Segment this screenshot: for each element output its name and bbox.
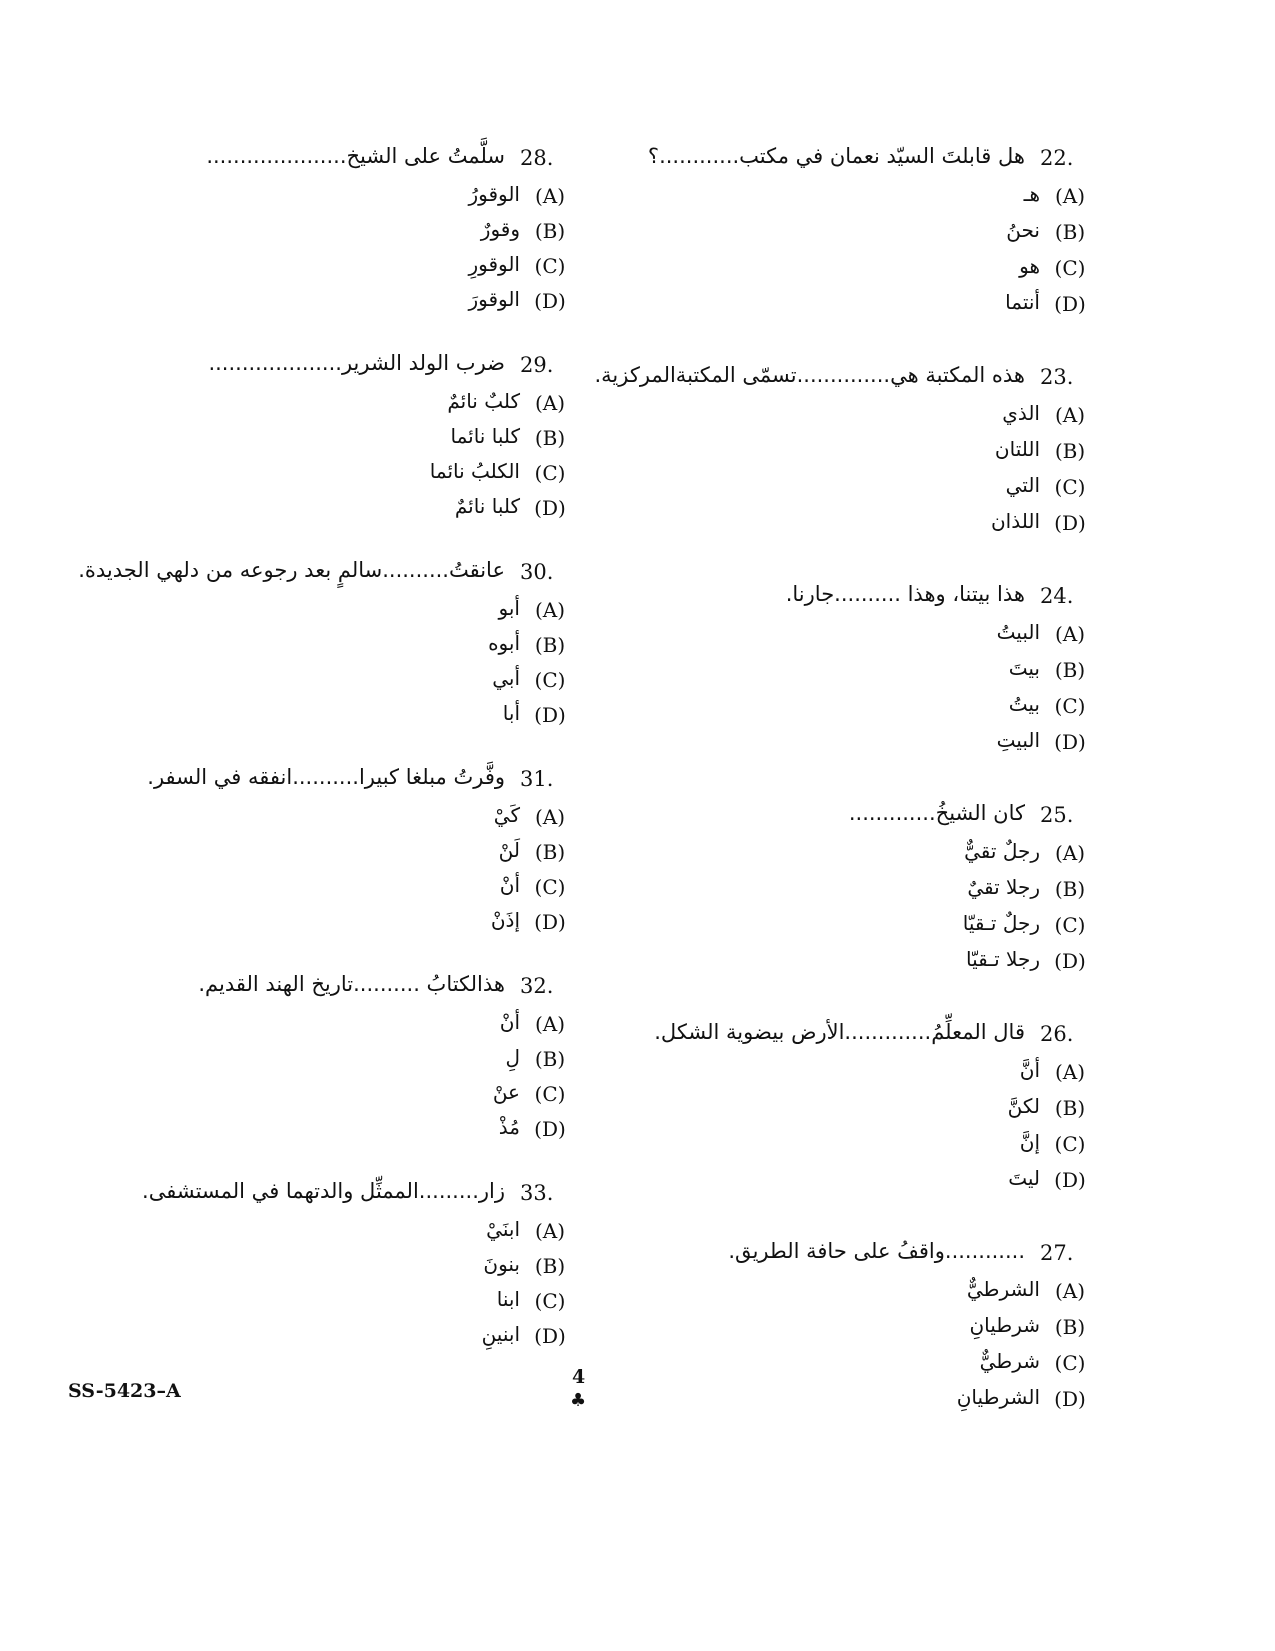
- answer-option: [90, 1320, 580, 1355]
- answer-option: [600, 1128, 1100, 1164]
- option-text: بيتُ: [1008, 692, 1040, 716]
- option-label: (D): [1054, 292, 1086, 316]
- option-text: هو: [1019, 254, 1040, 278]
- option-text: لكنَّ: [1007, 1094, 1040, 1118]
- answer-option: [600, 726, 1100, 762]
- option-label: (A): [534, 1012, 566, 1036]
- question-29: [90, 347, 580, 554]
- answer-option: [90, 457, 580, 492]
- option-text: الوقورُ: [468, 182, 520, 206]
- question-number: 25.: [1040, 803, 1074, 827]
- answer-option: [600, 1311, 1100, 1347]
- option-text: مُذْ: [498, 1115, 520, 1139]
- answer-option: [90, 180, 580, 215]
- option-text: ليتَ: [1008, 1166, 1040, 1190]
- option-label: (D): [534, 1324, 566, 1348]
- answer-option: [600, 909, 1100, 945]
- question-line: [600, 140, 1100, 180]
- question-text: وفَّرتُ مبلغا كبيرا..........انفقه في السفر.: [147, 765, 505, 789]
- option-label: (A): [534, 805, 566, 829]
- answer-option: [600, 945, 1100, 981]
- option-label: (D): [534, 1117, 566, 1141]
- answer-option: [90, 387, 580, 422]
- option-text: البيتِ: [996, 728, 1040, 752]
- question-number: 30.: [520, 560, 554, 584]
- answer-option: [90, 871, 580, 906]
- option-text: أبوه: [488, 631, 520, 655]
- answer-option: [90, 422, 580, 457]
- option-text: كَيْ: [493, 803, 520, 827]
- option-label: (D): [1054, 949, 1086, 973]
- paper-code: SS-5423–A: [68, 1380, 181, 1402]
- answer-option: [90, 1285, 580, 1320]
- option-label: (B): [1054, 658, 1086, 682]
- option-label: (C): [1054, 913, 1086, 937]
- option-label: (C): [534, 668, 566, 692]
- answer-option: [600, 1056, 1100, 1092]
- answer-option: [600, 252, 1100, 288]
- option-label: (A): [1054, 1279, 1086, 1303]
- option-text: رجلٌ تـقيّا: [962, 911, 1040, 935]
- question-number: 26.: [1040, 1022, 1074, 1046]
- option-label: (C): [1054, 1351, 1086, 1375]
- question-line: [90, 1175, 580, 1215]
- option-label: (D): [1054, 1387, 1086, 1411]
- option-text: أنَّ: [1019, 1058, 1040, 1082]
- answer-option: [600, 216, 1100, 252]
- option-label: (C): [534, 1289, 566, 1313]
- option-text: ابنَيْ: [486, 1217, 520, 1241]
- option-text: لِ: [505, 1045, 520, 1069]
- option-text: الشرطيانِ: [956, 1385, 1040, 1409]
- question-line: [600, 1235, 1100, 1275]
- option-label: (A): [534, 391, 566, 415]
- answer-option: [90, 1113, 580, 1148]
- answer-option: [90, 285, 580, 320]
- option-label: (B): [1054, 1315, 1086, 1339]
- question-text: كان الشيخُ.............: [848, 801, 1025, 825]
- answer-option: [600, 1347, 1100, 1383]
- answer-option: [90, 906, 580, 941]
- question-line: [600, 578, 1100, 618]
- question-text: ضرب الولد الشرير....................: [208, 351, 505, 375]
- option-label: (B): [534, 219, 566, 243]
- option-text: هـ: [1023, 182, 1040, 206]
- question-number: 24.: [1040, 584, 1074, 608]
- option-text: نحنُ: [1006, 218, 1040, 242]
- answer-option: [90, 492, 580, 527]
- question-31: [90, 761, 580, 968]
- option-text: إنَّ: [1019, 1130, 1040, 1154]
- question-text: هذا بيتنا، وهذا ..........جارنا.: [785, 582, 1025, 606]
- answer-option: [90, 1250, 580, 1285]
- option-text: شرطيٌّ: [979, 1349, 1040, 1373]
- question-number: 27.: [1040, 1241, 1074, 1265]
- question-25: [600, 797, 1100, 1016]
- question-number: 23.: [1040, 365, 1074, 389]
- right-question-column: [594, 140, 1100, 1454]
- answer-option: [90, 801, 580, 836]
- option-text: اللذان: [990, 509, 1040, 533]
- question-line: [90, 347, 580, 387]
- answer-option: [600, 837, 1100, 873]
- question-line: [90, 968, 580, 1008]
- option-text: أنْ: [499, 873, 520, 897]
- option-label: (A): [534, 1219, 566, 1243]
- option-text: شرطيانِ: [969, 1313, 1040, 1337]
- option-label: (C): [534, 1082, 566, 1106]
- option-label: (B): [534, 840, 566, 864]
- answer-option: [600, 1383, 1100, 1419]
- option-text: أبا: [502, 701, 520, 725]
- question-33: [90, 1175, 580, 1382]
- answer-option: [600, 618, 1100, 654]
- option-text: الوقورِ: [468, 252, 520, 276]
- option-label: (A): [1054, 184, 1086, 208]
- question-27: [600, 1235, 1100, 1454]
- answer-option: [600, 507, 1100, 543]
- answer-option: [600, 1164, 1100, 1200]
- option-text: بيتَ: [1008, 656, 1040, 680]
- question-text: هذه المكتبة هي..............تسمّى المكتبةالمركزية.: [594, 363, 1025, 387]
- option-label: (B): [534, 1254, 566, 1278]
- option-label: (B): [534, 633, 566, 657]
- answer-option: [90, 215, 580, 250]
- question-line: [78, 554, 580, 594]
- answer-option: [90, 836, 580, 871]
- option-text: أنْ: [499, 1010, 520, 1034]
- answer-option: [600, 435, 1100, 471]
- left-question-column: [78, 140, 580, 1382]
- option-label: (C): [534, 461, 566, 485]
- answer-option: [600, 1275, 1100, 1311]
- option-label: (C): [534, 875, 566, 899]
- answer-option: [600, 873, 1100, 909]
- question-26: [600, 1016, 1100, 1235]
- option-label: (D): [534, 289, 566, 313]
- answer-option: [90, 250, 580, 285]
- question-line: [600, 1016, 1100, 1056]
- option-label: (A): [534, 598, 566, 622]
- option-label: (D): [1054, 730, 1086, 754]
- option-label: (C): [1054, 1132, 1086, 1156]
- option-label: (A): [1054, 1060, 1086, 1084]
- answer-option: [600, 690, 1100, 726]
- question-text: زار.........الممثِّل والدتهما في المستشفى.: [142, 1179, 505, 1203]
- option-text: ابنينِ: [481, 1322, 520, 1346]
- option-text: لَنْ: [498, 838, 520, 862]
- question-24: [600, 578, 1100, 797]
- option-text: كلبا نائما: [450, 424, 520, 448]
- question-line: [600, 797, 1100, 837]
- option-label: (D): [534, 703, 566, 727]
- answer-option: [90, 664, 580, 699]
- option-label: (A): [534, 184, 566, 208]
- question-text: سلَّمتُ على الشيخ.....................: [206, 144, 505, 168]
- answer-option: [600, 1092, 1100, 1128]
- question-number: 28.: [520, 146, 554, 170]
- option-label: (B): [1054, 877, 1086, 901]
- option-text: رجلا تـقيّا: [966, 947, 1040, 971]
- answer-option: [90, 699, 580, 734]
- option-label: (A): [1054, 622, 1086, 646]
- option-label: (C): [534, 254, 566, 278]
- question-number: 33.: [520, 1181, 554, 1205]
- option-text: أنتما: [1005, 290, 1040, 314]
- question-number: 31.: [520, 767, 554, 791]
- option-text: الذي: [1002, 401, 1040, 425]
- question-line: [90, 761, 580, 801]
- option-label: (B): [534, 426, 566, 450]
- option-text: ابنا: [496, 1287, 520, 1311]
- page-number: 4: [572, 1366, 586, 1388]
- answer-option: [90, 1078, 580, 1113]
- answer-option: [600, 654, 1100, 690]
- answer-option: [600, 399, 1100, 435]
- question-32: [90, 968, 580, 1175]
- option-text: الوقورَ: [468, 287, 520, 311]
- option-text: عنْ: [492, 1080, 520, 1104]
- question-line: [594, 359, 1100, 399]
- option-label: (C): [1054, 256, 1086, 280]
- option-text: أبو: [498, 596, 520, 620]
- question-text: هذالكتابُ ..........تاريخ الهند القديم.: [198, 972, 505, 996]
- question-text: ............واقفُ على حافة الطريق.: [728, 1239, 1025, 1263]
- option-text: الشرطيٌّ: [966, 1277, 1040, 1301]
- option-text: وقورٌ: [480, 217, 520, 241]
- option-text: كلبٌ نائمٌ: [447, 389, 520, 413]
- option-text: أبي: [492, 666, 520, 690]
- answer-option: [90, 1043, 580, 1078]
- question-22: [600, 140, 1100, 359]
- option-label: (C): [1054, 694, 1086, 718]
- question-number: 32.: [520, 974, 554, 998]
- question-number: 22.: [1040, 146, 1074, 170]
- option-text: التي: [1005, 473, 1040, 497]
- club-icon: ♣: [570, 1390, 587, 1411]
- option-text: رجلٌ تقيٌّ: [964, 839, 1040, 863]
- answer-option: [600, 471, 1100, 507]
- question-28: [90, 140, 580, 347]
- option-text: رجلا تقيٌ: [967, 875, 1040, 899]
- answer-option: [600, 288, 1100, 324]
- option-text: البيتُ: [996, 620, 1040, 644]
- option-label: (B): [534, 1047, 566, 1071]
- option-text: بنونَ: [483, 1252, 520, 1276]
- question-text: عانقتُ..........سالمٍ بعد رجوعه من دلهي الجديدة.: [78, 558, 505, 582]
- option-label: (C): [1054, 475, 1086, 499]
- question-30: [78, 554, 580, 761]
- option-label: (D): [534, 496, 566, 520]
- option-label: (D): [534, 910, 566, 934]
- answer-option: [90, 629, 580, 664]
- answer-option: [90, 1215, 580, 1250]
- question-line: [90, 140, 580, 180]
- option-text: الكلبُ نائما: [429, 459, 520, 483]
- option-label: (A): [1054, 403, 1086, 427]
- question-23: [594, 359, 1100, 578]
- answer-option: [600, 180, 1100, 216]
- answer-option: [90, 1008, 580, 1043]
- option-text: كلبا نائمٌ: [454, 494, 520, 518]
- question-number: 29.: [520, 353, 554, 377]
- option-text: اللتان: [994, 437, 1040, 461]
- option-label: (B): [1054, 439, 1086, 463]
- option-label: (B): [1054, 1096, 1086, 1120]
- option-label: (B): [1054, 220, 1086, 244]
- answer-option: [90, 594, 580, 629]
- option-label: (D): [1054, 511, 1086, 535]
- question-text: قال المعلِّمُ.............الأرض بيضوية الشكل.: [654, 1020, 1025, 1044]
- option-label: (D): [1054, 1168, 1086, 1192]
- option-label: (A): [1054, 841, 1086, 865]
- option-text: إذَنْ: [490, 908, 520, 932]
- question-text: هل قابلتَ السيّد نعمان في مكتب............؟: [647, 144, 1025, 168]
